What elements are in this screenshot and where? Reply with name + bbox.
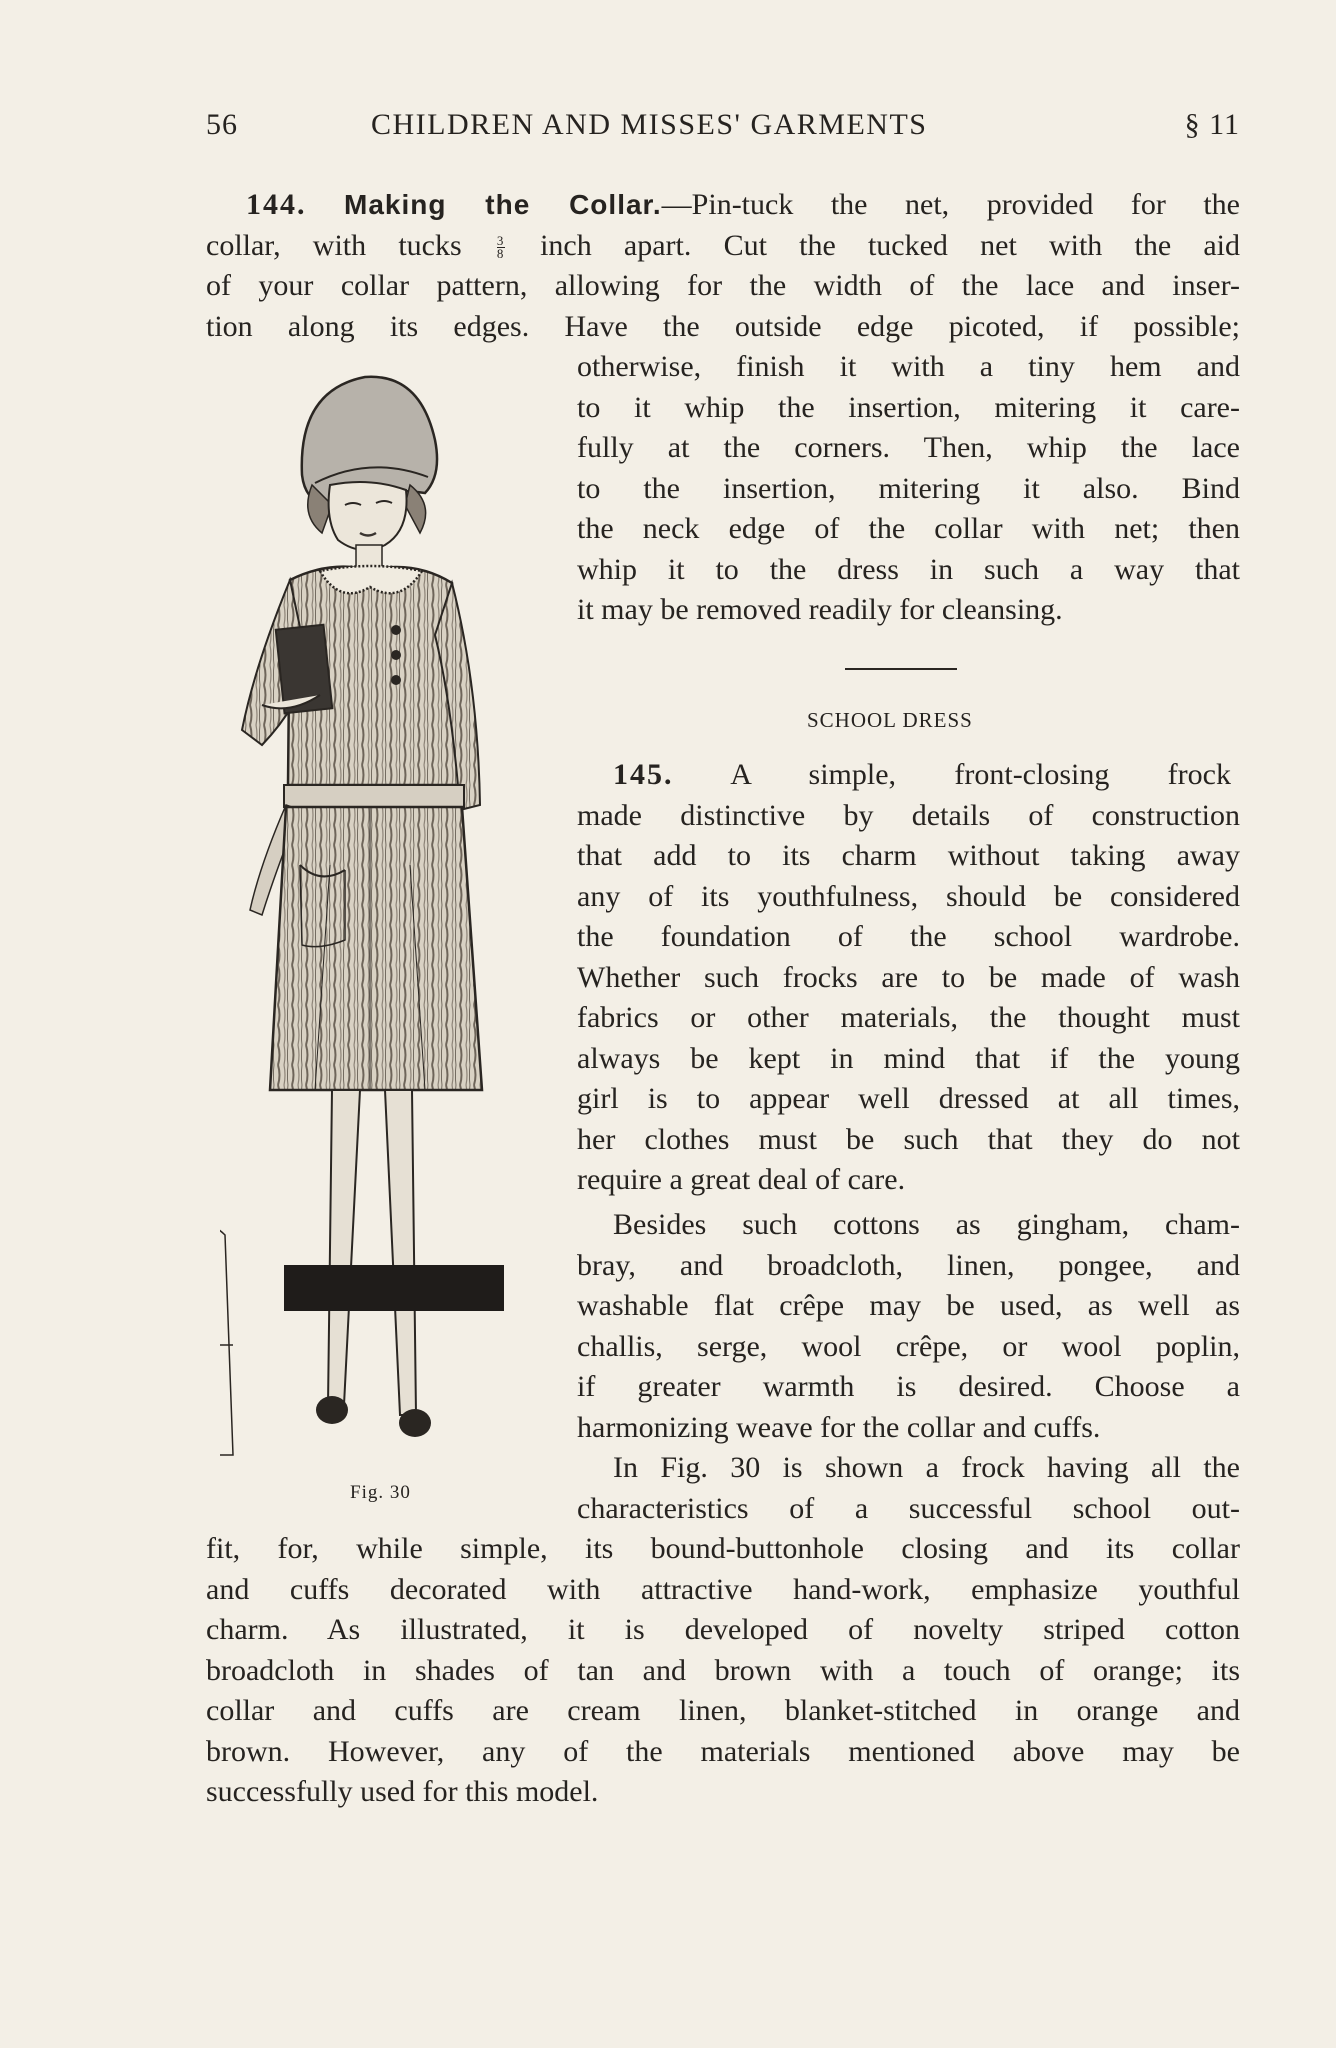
- section-divider: [845, 668, 957, 670]
- text-line: Whether such frocks are to be made of wash: [577, 960, 1240, 994]
- text-line: the neck edge of the collar with net; then: [577, 512, 1240, 545]
- text-line: fit, for, while simple, its bound-buttonhole closing and its collar: [206, 1532, 1240, 1565]
- text-line: successfully used for this model.: [206, 1775, 599, 1808]
- text-line: if greater warmth is desired. Choose a: [577, 1370, 1240, 1403]
- paragraph-145: [577, 755, 1240, 1201]
- text-line: any of its youthfulness, should be considered: [577, 879, 1240, 913]
- paragraph-number: 144.: [246, 188, 307, 221]
- paragraph-144: [206, 185, 1240, 347]
- section-number: § 11: [1184, 108, 1240, 141]
- text-line: her clothes must be such that they do not: [577, 1122, 1240, 1156]
- text-line: broadcloth in shades of tan and brown with a touch of orange; its: [206, 1653, 1240, 1687]
- text-line: of your collar pattern, allowing for the width of the lace and inser-: [206, 269, 1240, 302]
- fraction-three-eighths: [497, 235, 505, 260]
- text-line: harmonizing weave for the collar and cuffs.: [577, 1410, 1101, 1444]
- black-band: [284, 1265, 504, 1311]
- text-span: collar, with tucks: [206, 228, 462, 262]
- fraction-numerator: 3: [496, 233, 504, 249]
- running-title: CHILDREN AND MISSES' GARMENTS: [371, 108, 928, 141]
- text-line: washable flat crêpe may be used, as well as: [577, 1289, 1240, 1322]
- text-line: it may be removed readily for cleansing.: [577, 593, 1063, 626]
- text-line: tion along its edges. Have the outside edge picoted, if possible;: [206, 309, 1240, 343]
- text-line: characteristics of a successful school out-: [577, 1491, 1240, 1525]
- text-line: In Fig. 30 is shown a frock having all the: [613, 1451, 1240, 1484]
- text-line: charm. As illustrated, it is developed of novelty striped cotton: [206, 1613, 1240, 1646]
- section-subheading: SCHOOL DRESS: [807, 708, 973, 732]
- paragraph-144-continued: [577, 347, 1240, 631]
- text-line: fully at the corners. Then, whip the lace: [577, 431, 1240, 464]
- figure-caption: Fig. 30: [350, 1482, 411, 1503]
- text-line: [206, 185, 1240, 226]
- text-line: to the insertion, mitering it also. Bind: [577, 471, 1240, 505]
- text-line: challis, serge, wool crêpe, or wool poplin,: [577, 1329, 1240, 1363]
- paragraph-materials: [577, 1205, 1240, 1448]
- dress-belt: [284, 785, 464, 807]
- text-line: bray, and broadcloth, linen, pongee, and: [577, 1248, 1240, 1282]
- paragraph-fig-30: [577, 1448, 1240, 1529]
- text-line: girl is to appear well dressed at all times,: [577, 1082, 1240, 1115]
- dress-skirt: [270, 807, 482, 1090]
- text-line: require a great deal of care.: [577, 1163, 906, 1196]
- text-line: fabrics or other materials, the thought must: [577, 1001, 1240, 1034]
- paragraph-heading: Making the Collar.: [344, 189, 662, 220]
- text-span: —Pin-tuck the net, provided for the: [661, 188, 1240, 221]
- school-dress-illustration: [220, 365, 540, 1485]
- text-line: to it whip the insertion, mitering it care-: [577, 390, 1240, 424]
- text-line: collar and cuffs are cream linen, blanket-stitched in orange and: [206, 1694, 1240, 1727]
- text-line: brown. However, any of the materials mentioned above may be: [206, 1734, 1240, 1768]
- text-line: Besides such cottons as gingham, cham-: [613, 1208, 1240, 1241]
- page-number: 56: [206, 108, 238, 141]
- text-line: made distinctive by details of construction: [577, 798, 1240, 832]
- paragraph-fig-30-continued: [206, 1529, 1240, 1813]
- text-line: otherwise, finish it with a tiny hem and: [577, 350, 1240, 383]
- text-line: and cuffs decorated with attractive hand-work, emphasize youthful: [206, 1572, 1240, 1606]
- back-view-sketch: [220, 1219, 233, 1485]
- paragraph-number: 145.: [613, 758, 674, 791]
- text-line: the foundation of the school wardrobe.: [577, 920, 1240, 953]
- text-line: that add to its charm without taking away: [577, 839, 1240, 872]
- text-line: [577, 755, 1231, 796]
- text-span: A simple, front-closing frock: [730, 758, 1231, 791]
- text-line: whip it to the dress in such a way that: [577, 552, 1240, 586]
- fraction-denominator: 8: [496, 246, 504, 262]
- running-header: [206, 108, 1240, 148]
- face: [329, 482, 407, 550]
- text-span: inch apart. Cut the tucked net with the aid: [540, 228, 1240, 262]
- text-line: always be kept in mind that if the young: [577, 1041, 1240, 1075]
- text-line: [206, 226, 1240, 267]
